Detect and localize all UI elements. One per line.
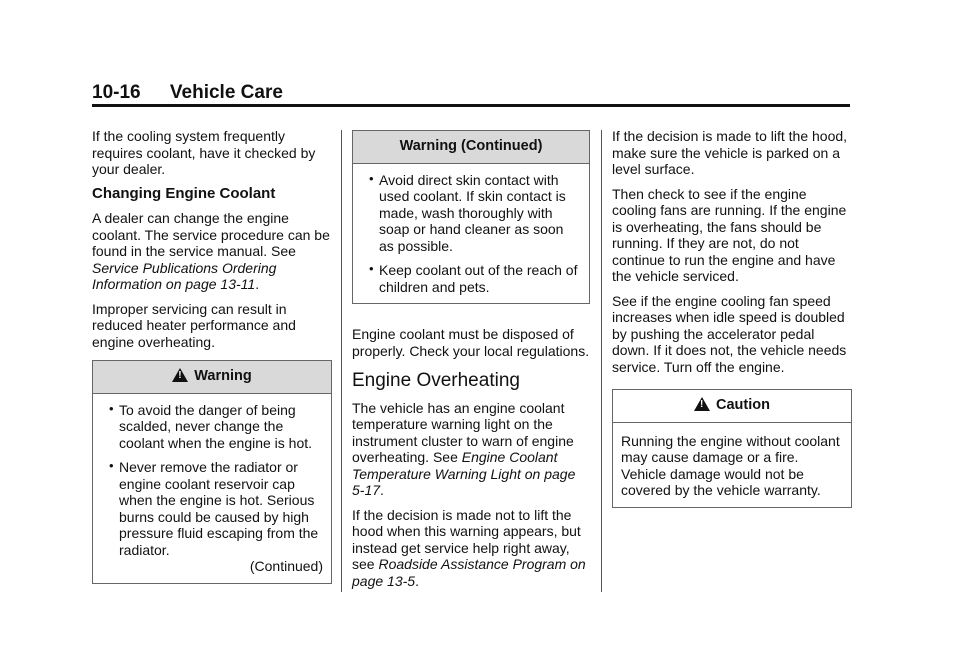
text: . — [415, 572, 419, 589]
section-heading: Changing Engine Coolant — [92, 184, 276, 202]
text: . — [380, 482, 384, 498]
warning-box — [92, 360, 332, 584]
warning-triangle-icon — [694, 397, 710, 411]
list-item: • Avoid direct skin contact with used coolant. If skin contact is made, wash thoroughly with soap or hand cleaner as soon as possible. — [361, 172, 581, 255]
cross-reference-link[interactable]: Service Publications Ordering Information on page 13-11 — [92, 259, 277, 292]
text: A dealer can change the engine coolant. The service procedure can be found in the service manual. See — [92, 210, 330, 259]
paragraph: Engine coolant must be disposed of properly. Check your local regulations. — [352, 326, 590, 359]
column-3 — [612, 128, 852, 516]
caution-box — [612, 389, 852, 508]
column-2 — [352, 128, 590, 597]
page-number: 10-16 — [92, 82, 141, 103]
text: If the decision is made not to lift the hood when this warning appears, but instead get service help right away, see — [352, 506, 581, 572]
warning-title: Warning — [194, 368, 252, 384]
intro-paragraph: If the cooling system frequently requires coolant, have it checked by your dealer. — [92, 128, 316, 177]
caution-title: Caution — [716, 397, 770, 413]
column-divider — [601, 130, 602, 592]
paragraph — [352, 400, 590, 499]
text: The vehicle has an engine coolant temperature warning light on the instrument cluster to warn of engine overheating. See — [352, 399, 574, 465]
cross-reference-link[interactable]: Roadside Assistance Program on page 13-5 — [352, 556, 586, 589]
header-rule — [92, 104, 850, 107]
list-item: • To avoid the danger of being scalded, never change the coolant when the engine is hot. — [101, 402, 323, 452]
warning-box — [352, 130, 590, 304]
list-item: • Never remove the radiator or engine coolant reservoir cap when the engine is hot. Serious burns could be caused by high pressure fluid escaping from the radiator. — [101, 459, 323, 558]
warning-header: Warning (Continued) — [353, 131, 589, 164]
column-1 — [92, 128, 332, 592]
paragraph — [92, 210, 332, 293]
paragraph: Improper servicing can result in reduced heater performance and engine overheating. — [92, 300, 296, 350]
paragraph: Then check to see if the engine cooling fans are running. If the engine is overheating, the fans should be running. If they are not, do not continue to run the engine and have the vehicle serviced. — [612, 185, 847, 284]
list-item: • Keep coolant out of the reach of children and pets. — [361, 262, 581, 295]
paragraph — [352, 507, 590, 590]
paragraph: See if the engine cooling fan speed increases when idle speed is doubled by pushing the accelerator pedal down. If it does not, the vehicle needs service. Turn off the engine. — [612, 292, 847, 375]
text: . — [255, 276, 260, 292]
cross-reference-link[interactable]: Engine Coolant Temperature Warning Light on page 5-17 — [352, 449, 576, 498]
column-divider — [341, 130, 342, 592]
paragraph: If the decision is made to lift the hood, make sure the vehicle is parked on a level surface. — [612, 128, 848, 177]
continued-label: (Continued) — [249, 558, 323, 574]
section-heading: Engine Overheating — [352, 370, 520, 391]
page-header — [92, 82, 283, 104]
caution-text: Running the engine without coolant may cause damage or a fire. Vehicle damage would not be covered by the vehicle warranty. — [621, 432, 840, 498]
caution-header — [613, 390, 851, 423]
warning-header — [93, 361, 331, 394]
section-title: Vehicle Care — [169, 82, 283, 103]
warning-triangle-icon — [172, 368, 188, 382]
